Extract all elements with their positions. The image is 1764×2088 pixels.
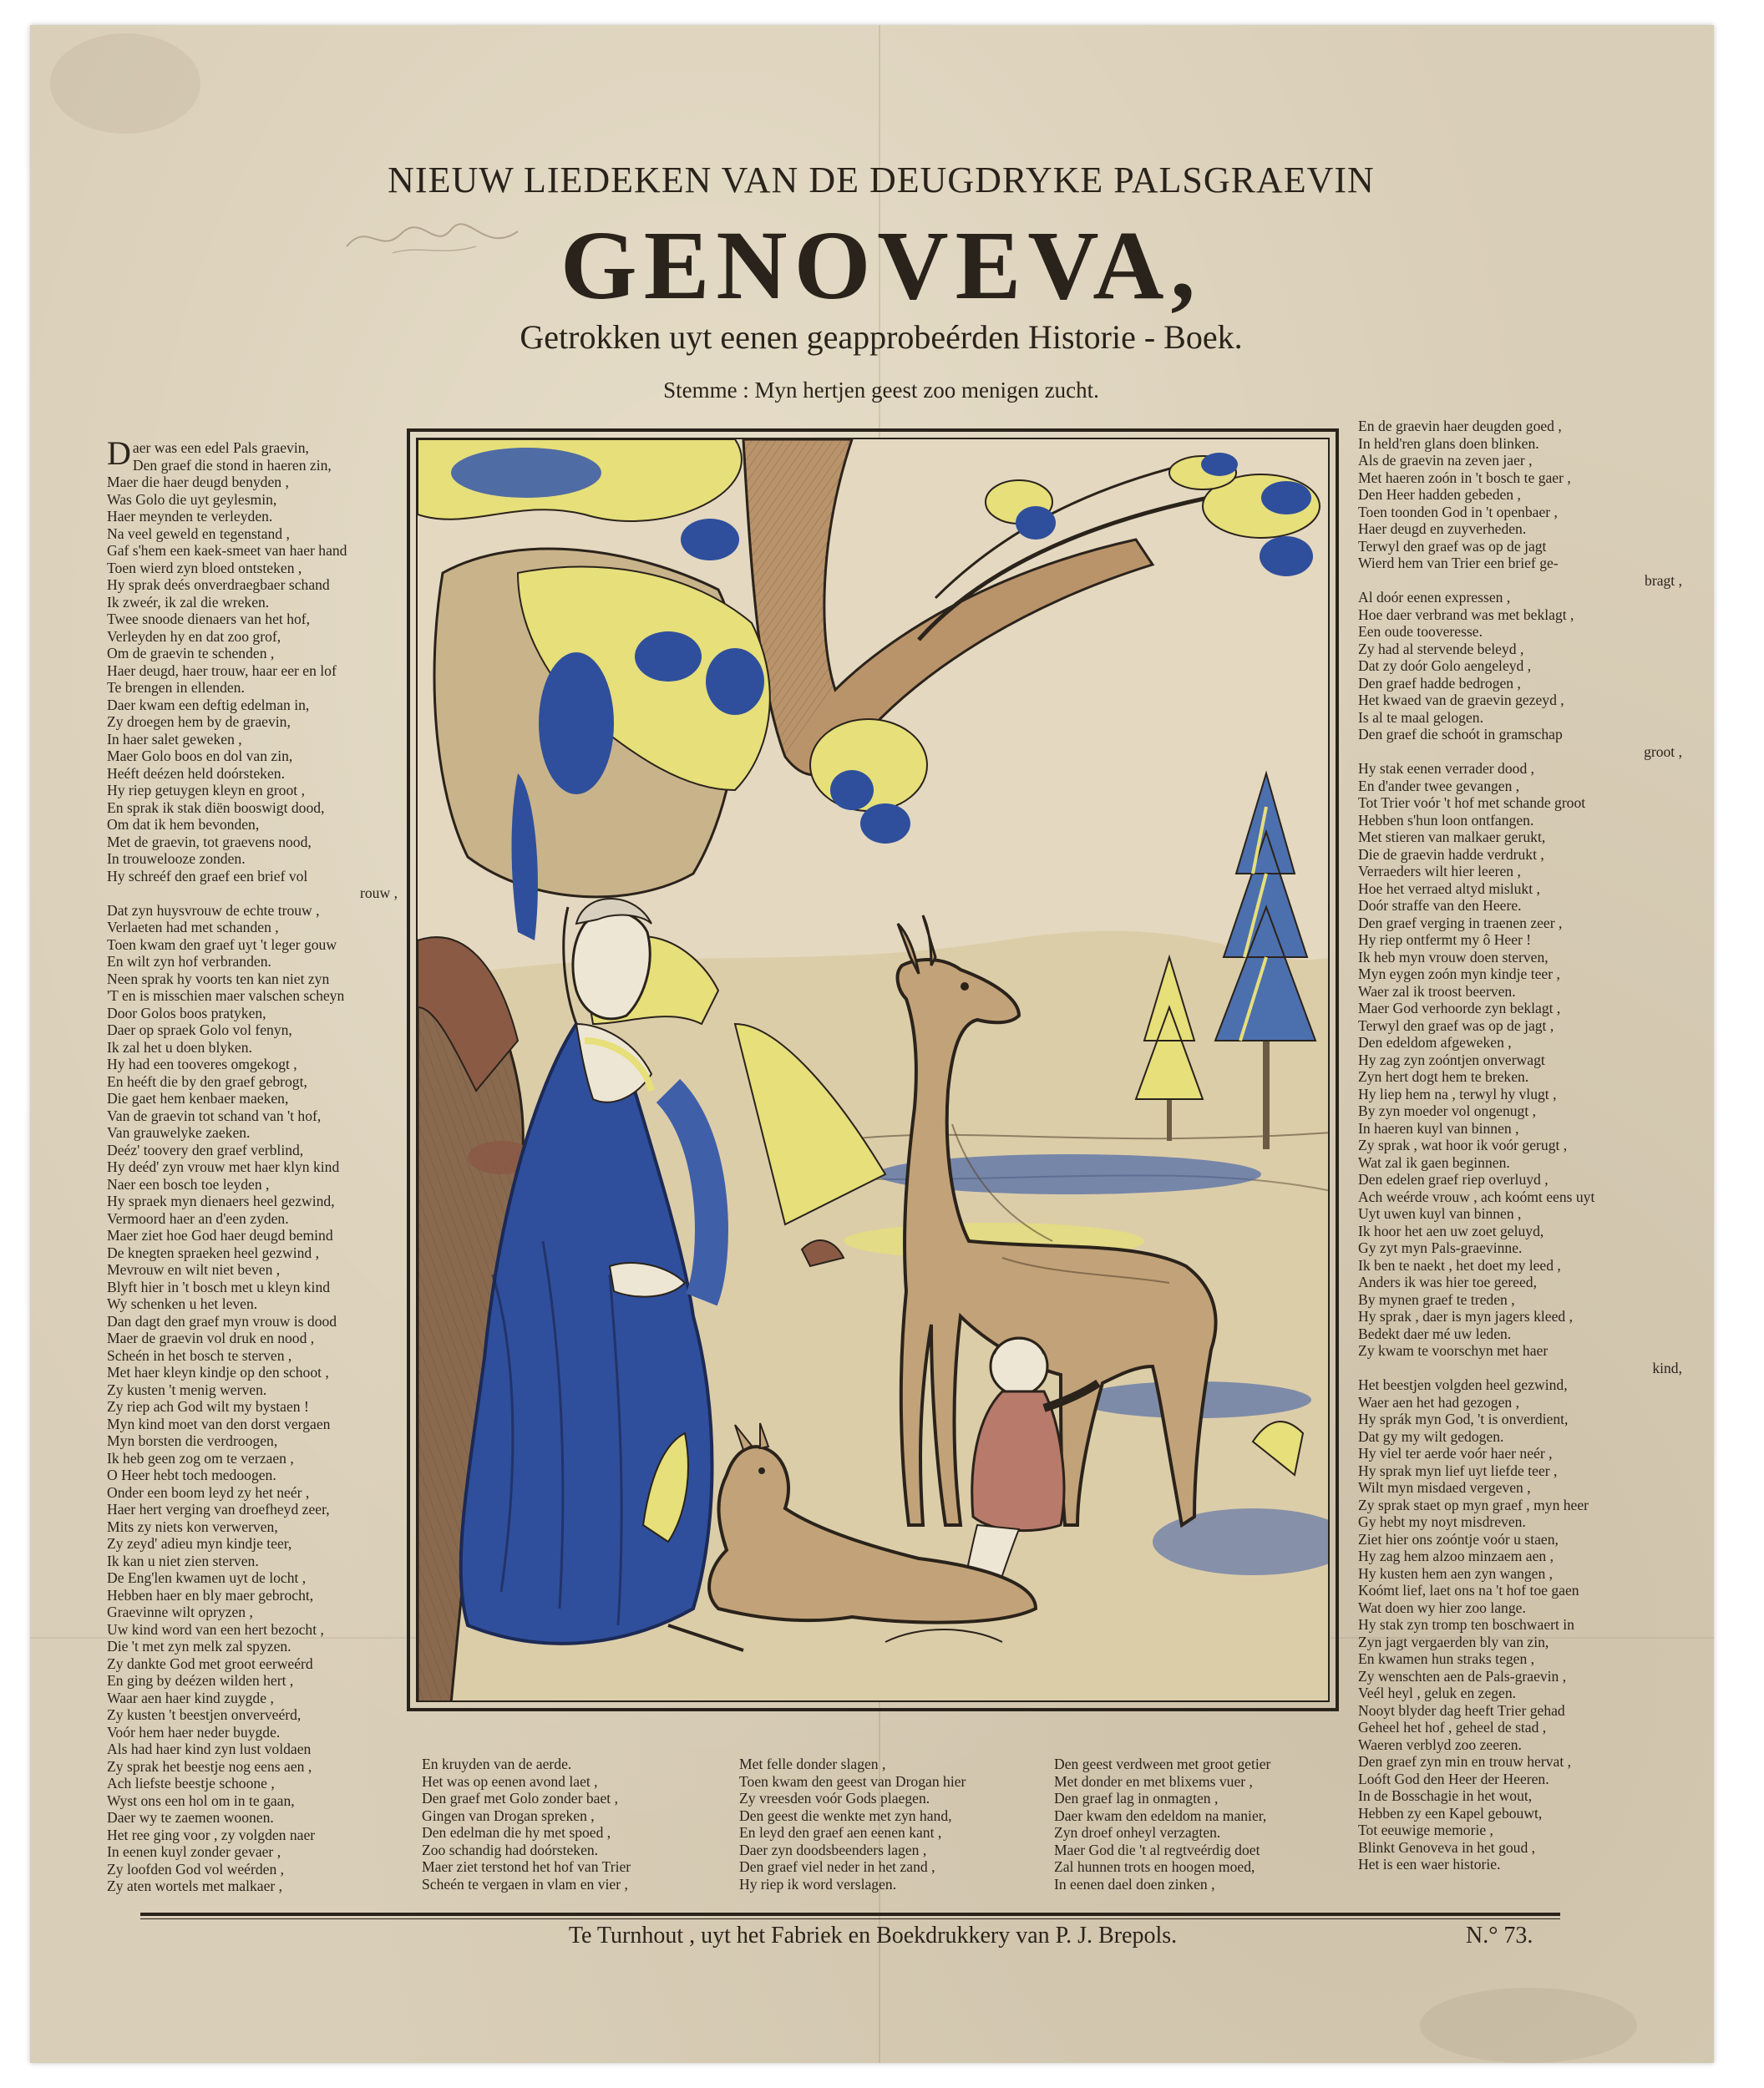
verse-line: Haer meynden te verleyden. bbox=[107, 508, 273, 525]
verse-line-text: aer was een edel Pals graevin, bbox=[132, 439, 309, 456]
verse-line: Maer ziet terstond het hof van Trier bbox=[422, 1858, 631, 1875]
verse-line: Ik zweér, ik zal die wreken. bbox=[107, 593, 270, 611]
verse-line: Van de graevin tot schand van 't hof, bbox=[107, 1107, 322, 1124]
verse-line: Den graef met Golo zonder baet , bbox=[422, 1790, 618, 1807]
verse-line: Den graef viel neder in het zand , bbox=[739, 1858, 935, 1875]
verse-line: Doór straffe van den Heere. bbox=[1358, 897, 1522, 914]
verse-line: Hy had een tooveres omgekogt , bbox=[107, 1056, 297, 1072]
verse-line: Toen wierd zyn bloed ontsteken , bbox=[107, 559, 302, 576]
verse-line: En kwamen hun straks tegen , bbox=[1358, 1650, 1535, 1667]
verse-line: Den edelman die hy met spoed , bbox=[422, 1824, 611, 1841]
verse-line: Ik heb geen zog om te verzaen , bbox=[107, 1449, 294, 1467]
verse-line: Daer kwam een deftig edelman in, bbox=[107, 696, 310, 713]
verse-line: Met de graevin, tot graevens nood, bbox=[107, 833, 312, 850]
verse-column-left bbox=[107, 434, 399, 1895]
verse-line: Ach weérde vrouw , ach koómt eens uyt bbox=[1358, 1188, 1595, 1205]
verse-line: Dat gy my wilt gedogen. bbox=[1358, 1427, 1504, 1445]
verse-line: Hoe het verraed altyd mislukt , bbox=[1358, 879, 1540, 897]
verse-column-bottom-3 bbox=[1054, 1756, 1371, 1893]
verse-line: Hy riep getuygen kleyn en groot , bbox=[107, 782, 305, 798]
verse-line: Toen toonden God in 't openbaer , bbox=[1358, 503, 1558, 520]
verse-line: Het ree ging voor , zy volgden naer bbox=[107, 1826, 316, 1843]
verse-line: Was Golo die uyt geylesmin, bbox=[107, 490, 277, 508]
verse-line: Zyn jagt vergaerden bly van zin, bbox=[1358, 1633, 1549, 1650]
tune-line: Stemme : Myn hertjen geest zoo menigen zucht. bbox=[663, 378, 1099, 403]
verse-line: Anders ik was hier toe gereed, bbox=[1358, 1274, 1537, 1290]
verse-line: Den graef lag in onmagten , bbox=[1054, 1790, 1219, 1807]
verse-line: Hy stak eenen verrader dood , bbox=[1358, 760, 1535, 777]
verse-line: Maer God verhoorde zyn beklagt , bbox=[1358, 1000, 1561, 1016]
verse-line: Zal hunnen trots en hoogen moed, bbox=[1054, 1858, 1255, 1875]
footer-rule-thick bbox=[140, 1913, 1560, 1916]
verse-line: Dat zyn huysvrouw de echte trouw , bbox=[107, 901, 320, 919]
verse-line: Ik ben te naekt , het doet my leed , bbox=[1358, 1256, 1561, 1274]
verse-line: Geheel het hof , geheel de stad , bbox=[1358, 1719, 1547, 1736]
verse-line: Den graef zyn min en trouw hervat , bbox=[1358, 1753, 1572, 1770]
verse-line: Als de graevin na zeven jaer , bbox=[1358, 452, 1533, 469]
verse-line: Twee snoode dienaers van het hof, bbox=[107, 611, 311, 627]
verse-line: De Eng'len kwamen uyt de locht , bbox=[107, 1569, 307, 1586]
verse-line: Zoo schandig had doórsteken. bbox=[422, 1841, 599, 1858]
verse-line: In eenen dael doen zinken , bbox=[1054, 1875, 1215, 1893]
verse-line: Zy kusten 't menig werven. bbox=[107, 1381, 267, 1398]
verse-line: Hy zag hem alzoo minzaem aen , bbox=[1358, 1548, 1554, 1564]
verse-line: Zy had al stervende beleyd , bbox=[1358, 640, 1524, 657]
verse-line: En d'ander twee gevangen , bbox=[1358, 777, 1520, 794]
verse-line: Den graef hadde bedrogen , bbox=[1358, 674, 1521, 692]
header-line1: NIEUW LIEDEKEN VAN DE DEUGDRYKE PALSGRAEVIN bbox=[388, 160, 1375, 200]
verse-line: Maer ziet hoe God haer deugd bemind bbox=[107, 1227, 333, 1244]
verse-line: Wat doen wy hier zoo lange. bbox=[1358, 1599, 1526, 1616]
verse-line: Den edeldom afgeweken , bbox=[1358, 1034, 1512, 1051]
verse-line: In held'ren glans doen blinken. bbox=[1358, 434, 1539, 452]
verse-line: En heéft die by den graef gebrogt, bbox=[107, 1072, 307, 1090]
verse-line: Uyt uwen kuyl van binnen , bbox=[1358, 1205, 1522, 1222]
verse-line: Verraeders wilt hier leeren , bbox=[1358, 863, 1521, 879]
verse-line: Dat zy doór Golo aengeleyd , bbox=[1358, 657, 1532, 674]
verse-line: Toen kwam den geest van Drogan hier bbox=[739, 1772, 966, 1790]
verse-line: Terwyl den graef was op de jagt bbox=[1358, 537, 1547, 555]
verse-column-right bbox=[1358, 418, 1684, 1873]
verse-line: Den graef die schoót in gramschap bbox=[1358, 726, 1563, 742]
verse-line: Waar aen haer kind zuygde , bbox=[107, 1689, 274, 1706]
verse-line: Onder een boom leyd zy het neér , bbox=[107, 1483, 310, 1501]
verse-line: In haeren kuyl van binnen , bbox=[1358, 1119, 1519, 1137]
verse-line: Die gaet hem kenbaer maeken, bbox=[107, 1090, 289, 1107]
verse-line: Het is een waer historie. bbox=[1358, 1856, 1501, 1873]
verse-line: De knegten spraeken heel gezwind , bbox=[107, 1244, 320, 1261]
verse-line: Ik heb myn vrouw doen sterven, bbox=[1358, 948, 1549, 965]
verse-line: En wilt zyn hof verbranden. bbox=[107, 953, 271, 970]
verse-line: 'T en is misschien maer valschen scheyn bbox=[107, 987, 345, 1004]
verse-line: Terwyl den graef was op de jagt , bbox=[1358, 1016, 1554, 1034]
page-title: GENOVEVA, bbox=[560, 210, 1203, 320]
verse-line: Graevinne wilt opryzen , bbox=[107, 1604, 253, 1620]
verse-column-bottom-2 bbox=[739, 1756, 1057, 1893]
verse-line: Maer God die 't al regtveérdig doet bbox=[1054, 1841, 1260, 1858]
verse-line: Zyn hert dogt hem te breken. bbox=[1358, 1068, 1529, 1085]
verse-line: O Heer hebt toch medoogen. bbox=[107, 1467, 276, 1483]
verse-line: Den graef die stond in haeren zin, bbox=[132, 456, 332, 474]
verse-line: Hy viel ter aerde voór haer neér , bbox=[1358, 1445, 1553, 1462]
verse-line: Na veel geweld en tegenstand , bbox=[107, 525, 290, 542]
verse-line: Hebben haer en bly maer gebrocht, bbox=[107, 1586, 314, 1604]
verse-line: Zy aten wortels met malkaer , bbox=[107, 1878, 283, 1894]
verse-line: Het was op eenen avond laet , bbox=[422, 1772, 598, 1790]
verse-line: In de Bosschagie in het wout, bbox=[1358, 1787, 1533, 1804]
verse-line: Uw kind word van een hert bezocht , bbox=[107, 1620, 324, 1638]
verse-line: Met stieren van malkaer gerukt, bbox=[1358, 829, 1546, 845]
verse-line: Myn eygen zoón myn kindje teer , bbox=[1358, 965, 1560, 982]
verse-line: Zy kusten 't beestjen onverveérd, bbox=[107, 1706, 302, 1723]
verse-line: rouw , bbox=[360, 884, 398, 901]
verse-line: Gaf s'hem een kaek-smeet van haer hand bbox=[107, 542, 347, 559]
verse-line: Met donder en met blixems vuer , bbox=[1054, 1772, 1253, 1790]
verse-line: Hebben s'hun loon ontfangen. bbox=[1358, 811, 1534, 829]
verse-line: Zy zeyd' adieu myn kindje teer, bbox=[107, 1535, 292, 1552]
verse-line: Neen sprak hy voorts ten kan niet zyn bbox=[107, 970, 330, 987]
verse-line: Gingen van Drogan spreken , bbox=[422, 1807, 595, 1824]
verse-line: Hy sprák myn God, 't is onverdient, bbox=[1358, 1411, 1569, 1427]
verse-line: Scheén te vergaen in vlam en vier , bbox=[422, 1875, 628, 1893]
verse-line: Zy vreesden voór Gods plaegen. bbox=[739, 1790, 930, 1807]
verse-line: Ik zal het u doen blyken. bbox=[107, 1038, 252, 1056]
verse-line: kind, bbox=[1652, 1359, 1682, 1376]
verse-line: Mits zy niets kon verwerven, bbox=[107, 1518, 278, 1535]
verse-line: Verleyden hy en dat zoo grof, bbox=[107, 627, 281, 645]
verse-column-bottom-1 bbox=[422, 1756, 714, 1893]
sheet-number: N.° 73. bbox=[1466, 1923, 1533, 1949]
verse-line: Waer aen het had gezogen , bbox=[1358, 1393, 1519, 1411]
verse-line: By zyn moeder vol ongenugt , bbox=[1358, 1102, 1537, 1119]
verse-line: Om dat ik hem bevonden, bbox=[107, 816, 260, 833]
verse-line: Tot eeuwige memorie , bbox=[1358, 1822, 1493, 1838]
verse-line: Daer zyn doodsbeenders lagen , bbox=[739, 1841, 927, 1858]
verse-line: Tot Trier voór 't hof met schande groot bbox=[1358, 794, 1586, 811]
verse-line: Die 't met zyn melk zal spyzen. bbox=[107, 1638, 291, 1655]
verse-line: Hy sprak deés onverdraegbaer schand bbox=[107, 576, 330, 593]
verse-line: Met haer kleyn kindje op den schoot , bbox=[107, 1364, 329, 1381]
verse-line: Loóft God den Heer der Heeren. bbox=[1358, 1770, 1549, 1787]
verse-line: Myn borsten die verdroogen, bbox=[107, 1432, 278, 1449]
verse-line: Al doór eenen expressen , bbox=[1358, 589, 1511, 606]
verse-line: Maer de graevin vol druk en nood , bbox=[107, 1330, 315, 1346]
verse-line: Zy sprak staet op myn graef , myn heer bbox=[1358, 1496, 1589, 1513]
verse-line: Hy schreéf den graef een brief vol bbox=[107, 867, 308, 884]
verse-line: Nooyt blyder dag heeft Trier gehad bbox=[1358, 1701, 1565, 1719]
verse-line: Den geest verdween met groot getier bbox=[1054, 1756, 1271, 1772]
verse-line: Maer die haer deugd benyden , bbox=[107, 474, 289, 490]
verse-line: Blyft hier in 't bosch met u kleyn kind bbox=[107, 1278, 331, 1295]
illustration-svg bbox=[418, 439, 1330, 1702]
verse-line: Dan dagt den graef myn vrouw is dood bbox=[107, 1312, 337, 1330]
verse-line: Mevrouw en wilt niet beven , bbox=[107, 1261, 281, 1278]
verse-line: Zy kwam te voorschyn met haer bbox=[1358, 1342, 1549, 1359]
verse-line: Bedekt daer mé uw leden. bbox=[1358, 1325, 1512, 1342]
verse-line: Den Heer hadden gebeden , bbox=[1358, 486, 1521, 503]
verse-line: En ging by deézen wilden hert , bbox=[107, 1672, 294, 1689]
verse-line: Scheén in het bosch te sterven , bbox=[107, 1346, 292, 1364]
verse-line: Verlaeten had met schanden , bbox=[107, 919, 279, 935]
verse-line: Den edelen graef riep overluyd , bbox=[1358, 1171, 1549, 1188]
paper-stain bbox=[1420, 1988, 1637, 2063]
verse-line: Hoe daer verbrand was met beklagt , bbox=[1358, 606, 1574, 623]
verse-line: Koómt lief, laet ons na 't hof toe gaen bbox=[1358, 1582, 1579, 1599]
page-subtitle: Getrokken uyt eenen geapprobeérden Historie - Boek. bbox=[520, 318, 1243, 356]
verse-line: Gy hebt my noyt misdreven. bbox=[1358, 1513, 1526, 1530]
verse-line: Daer wy te zaemen woonen. bbox=[107, 1809, 274, 1826]
verse-line: Vermoord haer an d'een zyden. bbox=[107, 1209, 289, 1227]
verse-line: Zy wenschten aen de Pals-graevin , bbox=[1358, 1667, 1567, 1685]
verse-line: Waeren verblyd zoo zeeren. bbox=[1358, 1736, 1522, 1753]
verse-line: Met haeren zoón in 't bosch te gaer , bbox=[1358, 469, 1571, 486]
verse-line: In eenen kuyl zonder gevaer , bbox=[107, 1843, 281, 1860]
verse-line: Toen kwam den graef uyt 't leger gouw bbox=[107, 935, 337, 953]
verse-line: Hy liep hem na , terwyl hy vlugt , bbox=[1358, 1085, 1557, 1102]
verse-line: Zyn droef onheyl verzagten. bbox=[1054, 1824, 1221, 1841]
woodcut-illustration bbox=[416, 438, 1330, 1702]
verse-line: Zy dankte God met groot eerweérd bbox=[107, 1655, 313, 1672]
verse-line: Den graef verging in traenen zeer , bbox=[1358, 914, 1563, 931]
verse-line: Het kwaed van de graevin gezeyd , bbox=[1358, 692, 1564, 708]
verse-line: Zy droegen hem by de graevin, bbox=[107, 713, 291, 730]
verse-line: Hy riep ik word verslagen. bbox=[739, 1875, 897, 1893]
verse-line: En sprak ik stak diën booswigt dood, bbox=[107, 798, 325, 816]
verse-line: Voór hem haer neder buygde. bbox=[107, 1723, 281, 1741]
verse-line: Wyst ons een hol om in te gaan, bbox=[107, 1792, 295, 1809]
verse-line: Daer kwam den edeldom na manier, bbox=[1054, 1807, 1267, 1824]
verse-line: Haer deugd en zuyverheden. bbox=[1358, 520, 1527, 537]
verse-line: Hy spraek myn dienaers heel gezwind, bbox=[107, 1193, 335, 1209]
verse-line: Ik kan u niet zien sterven. bbox=[107, 1552, 259, 1569]
verse-line: In haer salet geweken , bbox=[107, 730, 242, 748]
verse-line: Naer een bosch toe leyden , bbox=[107, 1175, 270, 1193]
verse-line: Te brengen in ellenden. bbox=[107, 679, 245, 696]
verse-line: Van grauwelyke zaeken. bbox=[107, 1124, 251, 1141]
verse-line: Haer deugd, haer trouw, haar eer en lof bbox=[107, 661, 337, 679]
verse-line: En de graevin haer deugden goed , bbox=[1358, 418, 1562, 434]
verse-line: Myn kind moet van den dorst vergaen bbox=[107, 1415, 331, 1432]
verse-line: In trouwelooze zonden. bbox=[107, 850, 246, 867]
footer-rule-thin bbox=[140, 1918, 1560, 1919]
verse-line: Is al te maal gelogen. bbox=[1358, 708, 1483, 726]
verse-line: Hy zag zyn zoóntjen onverwagt bbox=[1358, 1051, 1545, 1068]
verse-line: Zy sprak het beestje nog eens aen , bbox=[107, 1757, 312, 1775]
verse-line: Hebben zy een Kapel gebouwt, bbox=[1358, 1804, 1543, 1822]
verse-line: Daer op spraek Golo vol fenyn, bbox=[107, 1021, 292, 1038]
verse-line: Met felle donder slagen , bbox=[739, 1756, 886, 1772]
verse-line: groot , bbox=[1644, 742, 1682, 760]
verse-line: Ziet hier ons zoóntje voór u staen, bbox=[1358, 1530, 1559, 1548]
verse-line: Zy riep ach God wilt my bystaen ! bbox=[107, 1398, 309, 1415]
verse-line: Om de graevin te schenden , bbox=[107, 645, 275, 661]
verse-line: Maer Golo boos en dol van zin, bbox=[107, 748, 293, 764]
verse-line: Wilt myn misdaed vergeven , bbox=[1358, 1479, 1531, 1496]
verse-line: Veél heyl , geluk en zegen. bbox=[1358, 1685, 1517, 1701]
verse-line: Door Golos boos pratyken, bbox=[107, 1004, 266, 1021]
verse-line: Wierd hem van Trier een brief ge- bbox=[1358, 555, 1559, 571]
verse-line: Ach liefste beestje schoone , bbox=[107, 1775, 275, 1792]
verse-line: Een oude tooveresse. bbox=[1358, 623, 1483, 640]
printer-imprint: Te Turnhout , uyt het Fabriek en Boekdrukkery van P. J. Brepols. bbox=[568, 1923, 1178, 1949]
verse-line: Zy loofden God vol weérden , bbox=[107, 1860, 285, 1878]
verse-line: Wy schenken u het leven. bbox=[107, 1295, 258, 1312]
verse-line: Blinkt Genoveva in het goud , bbox=[1358, 1838, 1536, 1856]
verse-line: Haer hert verging van droefheyd zeer, bbox=[107, 1501, 330, 1518]
verse-line: Hy riep ontfermt my ô Heer ! bbox=[1358, 931, 1532, 948]
verse-line: En leyd den graef aen eenen kant , bbox=[739, 1824, 942, 1841]
verse-line: Waer zal ik troost beerven. bbox=[1358, 982, 1516, 1000]
verse-line: Zy sprak , wat hoor ik voór gerugt , bbox=[1358, 1137, 1568, 1153]
verse-line: Het beestjen volgden heel gezwind, bbox=[1358, 1376, 1568, 1393]
drop-cap: D bbox=[107, 434, 131, 472]
verse-line: Wat zal ik gaen beginnen. bbox=[1358, 1153, 1510, 1171]
verse-line: Hy kusten hem aen zyn wangen , bbox=[1358, 1564, 1554, 1582]
verse-line: En kruyden van de aerde. bbox=[422, 1756, 572, 1772]
verse-line: Heéft deézen held doórsteken. bbox=[107, 764, 285, 782]
verse-line: Hy sprak myn lief uyt liefde teer , bbox=[1358, 1462, 1558, 1479]
verse-line: Als had haer kind zyn lust voldaen bbox=[107, 1741, 312, 1757]
paper-stain bbox=[50, 33, 200, 134]
verse-line: Ik hoor het aen uw zoet geluyd, bbox=[1358, 1222, 1544, 1239]
verse-line: Hy sprak , daer is myn jagers kleed , bbox=[1358, 1308, 1573, 1325]
verse-line: Den geest die wenkte met zyn hand, bbox=[739, 1807, 952, 1824]
verse-line: By mynen graef te treden , bbox=[1358, 1290, 1515, 1308]
verse-line: bragt , bbox=[1645, 571, 1682, 589]
verse-line: Die de graevin hadde verdrukt , bbox=[1358, 845, 1544, 863]
verse-line: Hy deéd' zyn vrouw met haer klyn kind bbox=[107, 1158, 340, 1175]
verse-line: Gy zyt myn Pals-graevinne. bbox=[1358, 1239, 1523, 1256]
verse-line: Deéz' toovery den graef verblind, bbox=[107, 1141, 304, 1158]
verse-line: Hy stak zyn tromp ten boschwaert in bbox=[1358, 1616, 1574, 1633]
